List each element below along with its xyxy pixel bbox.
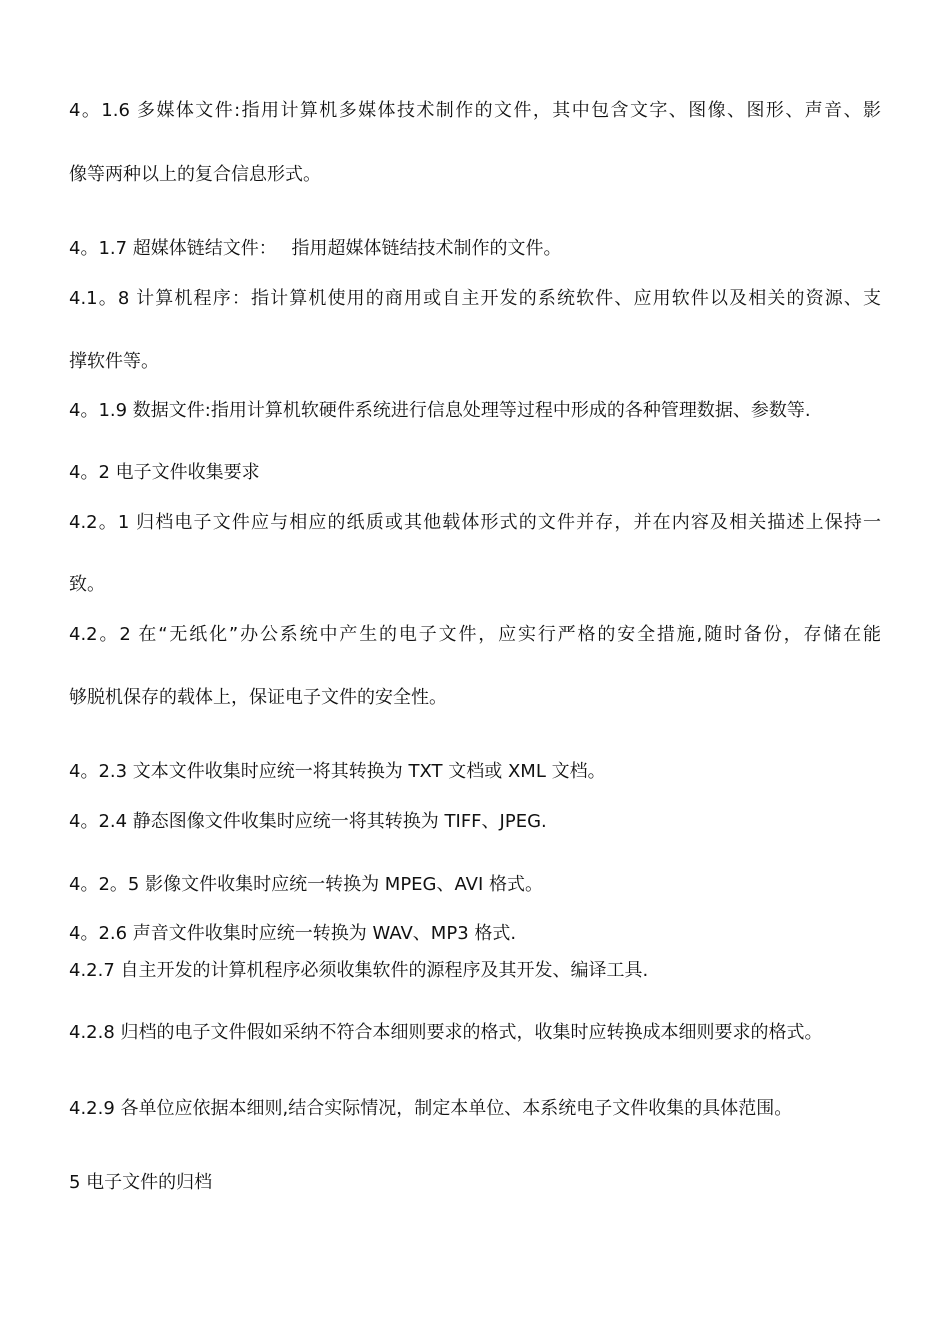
text-line: 4。1.9 数据文件:指用计算机软硬件系统进行信息处理等过程中形成的各种管理数据、参数等. [69, 400, 811, 421]
text-line: 4。2.6 声音文件收集时应统一转换为 WAV、MP3 格式. [69, 923, 517, 944]
text-line: 4.2.7 自主开发的计算机程序必须收集软件的源程序及其开发、编译工具. [69, 960, 649, 981]
text-line: 4.2.9 各单位应依据本细则,结合实际情况，制定本单位、本系统电子文件收集的具体范围。 [69, 1098, 793, 1119]
text-line: 4。2。5 影像文件收集时应统一转换为 MPEG、AVI 格式。 [69, 874, 544, 895]
text-line: 4。1.7 超媒体链结文件： 指用超媒体链结技术制作的文件。 [69, 238, 562, 259]
text-line: 够脱机保存的载体上，保证电子文件的安全性。 [69, 687, 447, 708]
text-line: 4.2。2 在“无纸化”办公系统中产生的电子文件，应实行严格的安全措施,随时备份，存储在能 [69, 624, 881, 645]
text-line: 像等两种以上的复合信息形式。 [69, 164, 321, 185]
text-line: 4.2.8 归档的电子文件假如采纳不符合本细则要求的格式，收集时应转换成本细则要求的格式。 [69, 1022, 823, 1043]
section-heading: 4。2 电子文件收集要求 [69, 462, 260, 483]
text-line: 4。2.3 文本文件收集时应统一将其转换为 TXT 文档或 XML 文档。 [69, 761, 606, 782]
text-line: 4。2.4 静态图像文件收集时应统一将其转换为 TIFF、JPEG. [69, 811, 547, 832]
text-line: 撑软件等。 [69, 351, 159, 372]
text-line: 致。 [69, 574, 105, 595]
text-line: 4。1.6 多媒体文件:指用计算机多媒体技术制作的文件，其中包含文字、图像、图形、声音、影 [69, 100, 881, 121]
section-heading: 5 电子文件的归档 [69, 1172, 213, 1193]
text-line: 4.1。8 计算机程序：指计算机使用的商用或自主开发的系统软件、应用软件以及相关的资源、支 [69, 288, 881, 309]
text-line: 4.2。1 归档电子文件应与相应的纸质或其他载体形式的文件并存，并在内容及相关描述上保持一 [69, 512, 881, 533]
